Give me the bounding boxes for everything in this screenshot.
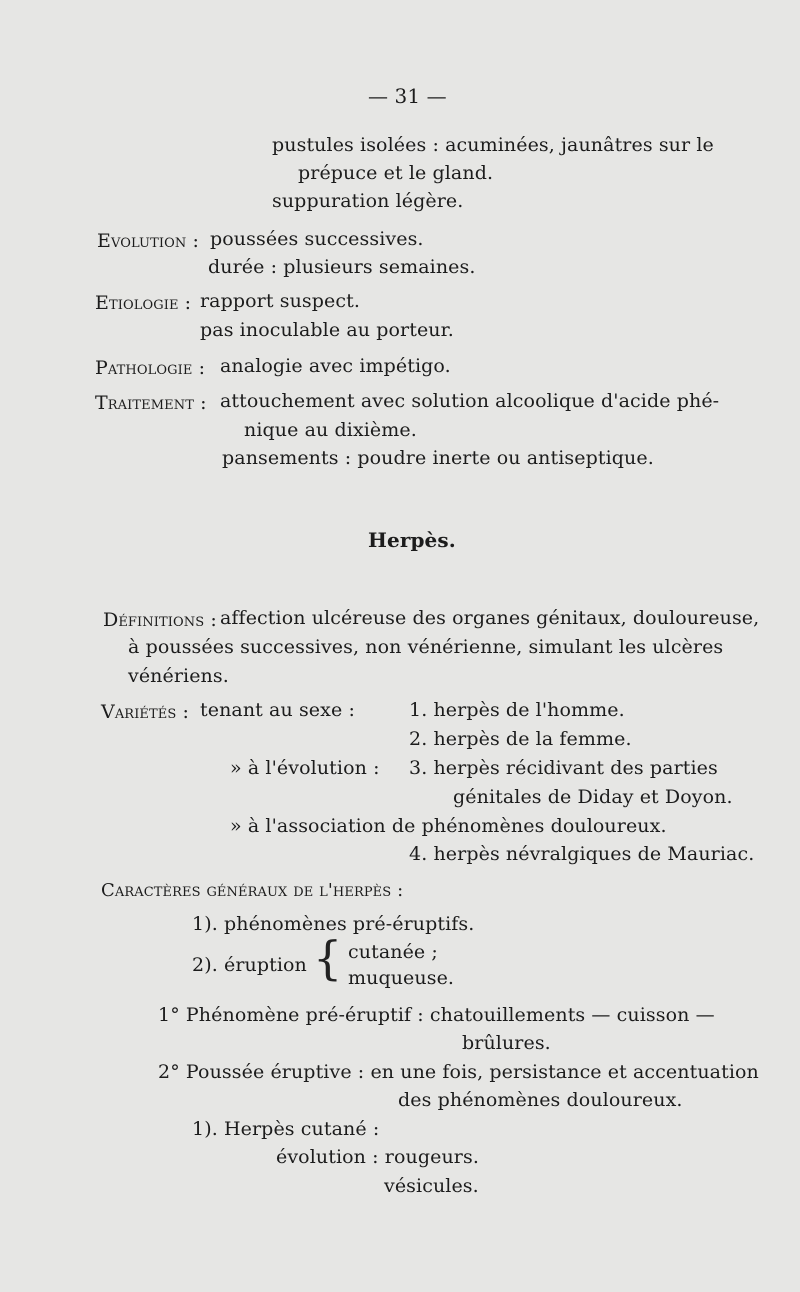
text-line: des phénomènes douloureux. bbox=[398, 1089, 683, 1111]
text-line: » à l'évolution : bbox=[230, 757, 380, 779]
section-label-varietes: Variétés : bbox=[101, 701, 190, 723]
text-line: nique au dixième. bbox=[244, 419, 417, 441]
text-line: 1). Herpès cutané : bbox=[192, 1118, 380, 1140]
curly-brace-icon: { bbox=[313, 931, 343, 985]
text-line: muqueuse. bbox=[348, 967, 455, 989]
section-heading: Herpès. bbox=[368, 528, 456, 552]
section-label-definitions: Définitions : bbox=[103, 609, 217, 631]
text-line: 2° Poussée éruptive : en une fois, persistance et accentuation bbox=[158, 1061, 759, 1083]
text-line: génitales de Diday et Doyon. bbox=[453, 786, 733, 808]
text-line: 1. herpès de l'homme. bbox=[409, 699, 625, 721]
text-line: brûlures. bbox=[462, 1032, 551, 1054]
text-line: pansements : poudre inerte ou antiseptique. bbox=[222, 447, 654, 469]
section-label-pathologie: Pathologie : bbox=[95, 357, 206, 379]
text-line: cutanée ; bbox=[348, 941, 438, 963]
text-line: 1). phénomènes pré-éruptifs. bbox=[192, 913, 475, 935]
section-label-etiologie: Etiologie : bbox=[95, 292, 192, 314]
text-line: vénériens. bbox=[128, 665, 229, 687]
text-line: affection ulcéreuse des organes génitaux, douloureuse, bbox=[220, 607, 760, 629]
text-line: poussées successives. bbox=[210, 228, 424, 250]
section-label-traitement: Traitement : bbox=[95, 392, 207, 414]
text-line: 2). éruption bbox=[192, 954, 307, 976]
text-line: pas inoculable au porteur. bbox=[200, 319, 454, 341]
page-number: — 31 — bbox=[368, 84, 447, 108]
section-label-caracteres: Caractères généraux de l'herpès : bbox=[101, 880, 404, 901]
text-line: 4. herpès névralgiques de Mauriac. bbox=[409, 843, 755, 865]
section-label-evolution: Evolution : bbox=[97, 230, 199, 252]
text-line: à poussées successives, non vénérienne, simulant les ulcères bbox=[128, 636, 724, 658]
text-line: » à l'association de phénomènes douloureux. bbox=[230, 815, 667, 837]
text-line: 1° Phénomène pré-éruptif : chatouillements — cuisson — bbox=[158, 1004, 715, 1026]
text-line: pustules isolées : acuminées, jaunâtres sur le bbox=[272, 134, 714, 156]
text-line: suppuration légère. bbox=[272, 190, 464, 212]
text-line: attouchement avec solution alcoolique d'acide phé- bbox=[220, 390, 720, 412]
text-line: prépuce et le gland. bbox=[298, 162, 494, 184]
text-line: évolution : rougeurs. bbox=[276, 1146, 479, 1168]
text-line: 2. herpès de la femme. bbox=[409, 728, 632, 750]
text-line: 3. herpès récidivant des parties bbox=[409, 757, 718, 779]
text-line: analogie avec impétigo. bbox=[220, 355, 451, 377]
text-line: vésicules. bbox=[384, 1175, 479, 1197]
text-line: rapport suspect. bbox=[200, 290, 360, 312]
text-line: durée : plusieurs semaines. bbox=[208, 256, 476, 278]
text-line: tenant au sexe : bbox=[200, 699, 355, 721]
